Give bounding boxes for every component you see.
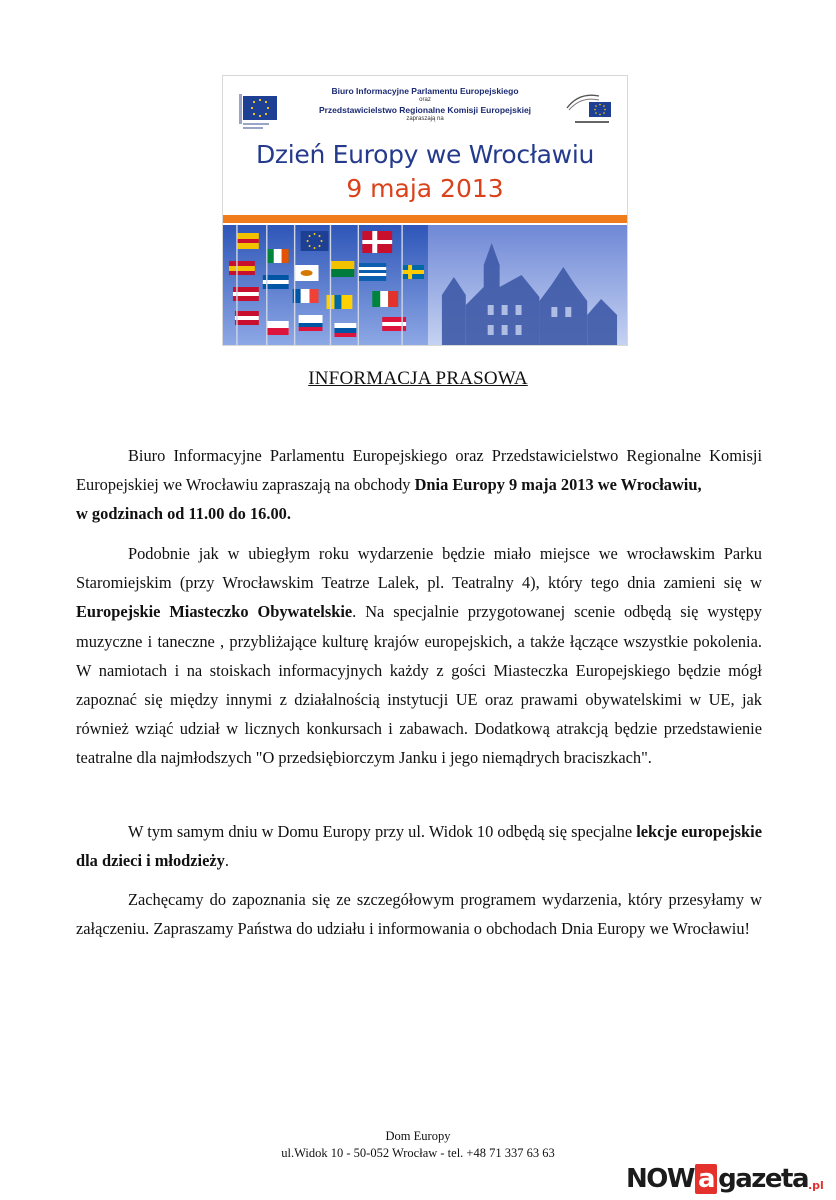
paragraph-text: . [224, 851, 229, 871]
lessons-emphasis: lekcje europejskie dla dzieci i młodzieży [76, 822, 762, 871]
banner-header [223, 76, 627, 213]
banner-line-1: Biuro Informacyjne Parlamentu Europejskiego [331, 86, 519, 96]
paragraph-intro [76, 441, 762, 529]
newspaper-watermark-logo [626, 1162, 824, 1196]
event-date-emphasis: Dnia Europy 9 maja 2013 we Wrocławiu, [414, 475, 702, 495]
paragraph-text: Podobnie jak w ubiegłym roku wydarzenie będzie miało miejsce we wrocławskim Parku Staromiejskim (przy Wrocławskim Teatrze Lalek, pl. Teatralny 4), który tego dnia zamieni się w [76, 544, 762, 593]
watermark-domain: .pl [808, 1179, 824, 1192]
watermark-text: gazeta [718, 1164, 808, 1194]
flags-and-city-hall-photo [223, 225, 627, 346]
paragraph-text: W tym samym dniu w Domu Europy przy ul. Widok 10 odbędą się specjalne [128, 822, 637, 841]
banner-line-3: Przedstawicielstwo Regionalne Komisji Europejskiej [318, 105, 532, 115]
event-banner [222, 75, 628, 346]
venue-name-emphasis: Europejskie Miasteczko Obywatelskie [76, 602, 353, 622]
footer-organization: Dom Europy [385, 1129, 451, 1143]
paragraph-invitation [76, 885, 762, 943]
banner-title: Dzień Europy we Wrocławiu [255, 140, 595, 169]
banner-date: 9 maja 2013 [346, 174, 504, 203]
paragraph-text: . Na specjalnie przygotowanej scenie odbędą się występy muzyczne i taneczne , przybliżające kulturę krajów europejskich, a także łączące wszystkie pokolenia. W namiotach i na stoiskach informacyjnych każdy z gości Miasteczka Europejskiego będzie mógł zapoznać się między innymi z działalnością instytucji UE oraz prawami obywatelskimi w UE, jak również wziąć udział w licznych konkursach i zabawach. Dodatkową atrakcją będzie przedstawienie teatralne dla najmłodszych "O przedsiębiorczym Janku i jego niemądrych braciszkach". [76, 602, 762, 768]
watermark-a-box: a [695, 1164, 717, 1194]
footer-contact: ul.Widok 10 - 50-052 Wrocław - tel. +48 71 337 63 63 [281, 1146, 555, 1160]
banner-line-4: zapraszają na [406, 116, 444, 122]
event-hours-emphasis: w godzinach od 11.00 do 16.00. [76, 504, 291, 524]
paragraph-location [76, 539, 762, 773]
banner-line-2: oraz [419, 97, 431, 103]
footer-address [0, 1128, 836, 1162]
banner-orange-bar [223, 215, 627, 223]
press-release-heading: INFORMACJA PRASOWA [308, 368, 528, 389]
paragraph-text: Biuro Informacyjne Parlamentu Europejskiego oraz Przedstawicielstwo Regionalne Komisji Europejskiej we Wrocławiu zapraszają na obchody [76, 446, 762, 495]
watermark-text: NOW [626, 1164, 695, 1194]
paragraph-text: Zachęcamy do zapoznania się ze szczegółowym programem wydarzenia, który przesyłamy w załączeniu. Zapraszamy Państwa do udziału i informowania o obchodach Dnia Europy we Wrocławiu! [76, 890, 762, 939]
paragraph-lessons [76, 817, 762, 875]
